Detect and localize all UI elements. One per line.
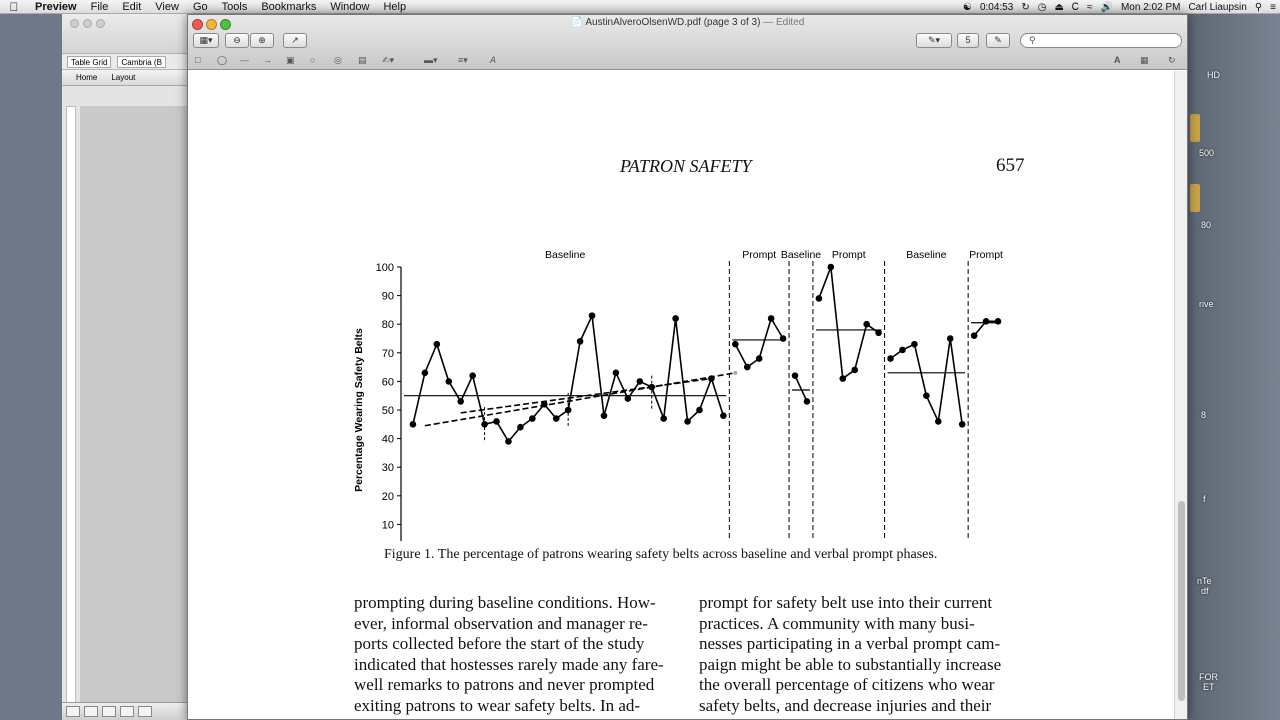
folder-icon[interactable]	[1190, 114, 1200, 142]
desktop-label: f	[1203, 494, 1206, 504]
trend-endpoint	[733, 371, 737, 375]
y-axis-label: Percentage Wearing Safety Belts	[353, 328, 365, 492]
annotation-toolbar	[188, 55, 1187, 70]
word-view-notebook-icon[interactable]	[138, 706, 152, 717]
y-tick-label: 60	[381, 376, 394, 389]
bluetooth-icon[interactable]: Ꮯ	[1071, 1, 1080, 13]
y-tick-label: 10	[381, 519, 394, 532]
text-style-icon[interactable]: A	[1114, 55, 1121, 65]
word-view-print-icon[interactable]	[120, 706, 134, 717]
desktop-label: FOR	[1199, 672, 1218, 682]
desktop-label: ET	[1203, 682, 1215, 692]
data-point	[625, 395, 632, 402]
data-point	[768, 315, 775, 322]
search-icon: ⚲	[1029, 35, 1036, 45]
data-point	[732, 341, 739, 348]
desktop	[1187, 14, 1280, 720]
y-tick-label: 30	[381, 462, 394, 475]
word-vertical-ruler	[66, 106, 76, 704]
pen-tool-button[interactable]: ✎▾	[916, 33, 952, 48]
data-point	[637, 378, 644, 385]
share-icon[interactable]: ↗	[283, 33, 307, 48]
word-minimize-button[interactable]	[83, 19, 92, 28]
text-line: nesses participating in a verbal prompt cam-	[699, 634, 1001, 654]
desktop-label: nTe	[1197, 576, 1212, 586]
desktop-label: 8	[1201, 410, 1207, 420]
y-tick-label: 70	[381, 347, 394, 360]
word-canvas	[80, 106, 192, 704]
spotlight-icon[interactable]: ⚲	[1254, 1, 1263, 13]
right-column	[699, 593, 1027, 717]
search-input[interactable]	[1020, 33, 1182, 48]
data-point	[589, 312, 596, 319]
edit-toolbar-icon[interactable]: ✎	[986, 33, 1010, 48]
zoom-out-icon[interactable]: ⊖	[225, 33, 249, 48]
data-point	[684, 418, 691, 425]
data-point	[553, 415, 560, 422]
menu-bar	[0, 0, 1280, 14]
page-number: 657	[996, 155, 1025, 176]
data-point	[529, 415, 536, 422]
data-point	[434, 341, 441, 348]
document-title: AustinAlveroOlsenWD.pdf (page 3 of 3)	[585, 17, 761, 28]
word-view-draft-icon[interactable]	[66, 706, 80, 717]
data-point	[959, 421, 966, 428]
word-toolbar	[62, 14, 191, 54]
phase-label: Baseline	[906, 249, 947, 261]
scrollbar-thumb[interactable]	[1178, 501, 1185, 701]
data-point	[565, 407, 572, 414]
data-point	[577, 338, 584, 345]
crop-icon[interactable]: ▣	[286, 55, 295, 65]
data-point	[457, 398, 464, 405]
notification-center-icon[interactable]: ≡	[1270, 1, 1276, 13]
arrow-icon[interactable]: →	[263, 55, 272, 65]
data-point	[517, 424, 524, 431]
eject-icon[interactable]: ⏏	[1054, 1, 1064, 13]
phase-label: Baseline	[545, 249, 586, 261]
vertical-scrollbar[interactable]	[1174, 71, 1187, 719]
left-column	[354, 593, 682, 717]
user-name[interactable]: Carl Liaupsin	[1188, 1, 1247, 13]
text-line: practices. A community with many busi-	[699, 613, 975, 633]
data-point	[660, 415, 667, 422]
menu-tools[interactable]: Tools	[221, 0, 248, 13]
data-point	[505, 438, 512, 445]
y-tick-label: 40	[381, 433, 394, 446]
data-point	[792, 372, 799, 379]
edited-status: — Edited	[763, 17, 805, 28]
data-point	[923, 392, 930, 399]
chart	[348, 181, 1048, 541]
phase-label: Prompt	[969, 249, 1003, 261]
data-point	[935, 418, 942, 425]
menu-edit[interactable]: Edit	[122, 0, 142, 13]
text-line: well remarks to patrons and never prompted	[354, 675, 655, 695]
menu-extras	[959, 0, 1280, 14]
menu-help[interactable]: Help	[383, 0, 407, 13]
data-point	[648, 384, 655, 391]
word-tab-layout[interactable]: Layout	[111, 73, 136, 82]
y-tick-label: 50	[381, 405, 394, 417]
preview-window	[187, 14, 1188, 720]
pdf-page	[188, 71, 1187, 719]
data-point	[696, 407, 703, 414]
sidebar-view-button[interactable]: ▦▾	[193, 33, 219, 48]
menu-go[interactable]: Go	[192, 0, 208, 13]
data-point	[672, 315, 679, 322]
text-line: ports collected before the start of the study	[354, 634, 645, 654]
apple-menu-icon[interactable]	[0, 0, 28, 14]
pdf-file-icon: 📄	[570, 17, 584, 28]
desktop-label: rive	[1199, 299, 1214, 309]
data-point	[863, 321, 870, 328]
data-point	[839, 375, 846, 382]
data-point	[971, 332, 978, 339]
data-point	[887, 355, 894, 362]
word-view-buttons	[62, 702, 192, 720]
data-point	[851, 367, 858, 374]
stamp-icon[interactable]: ◎	[334, 55, 342, 65]
word-view-publishing-icon[interactable]	[102, 706, 116, 717]
page-number-button[interactable]: 5	[957, 33, 979, 48]
word-font-box[interactable]: Cambria (B	[117, 56, 165, 68]
text-line: indicated that hostesses rarely made any fare-	[354, 654, 664, 674]
desktop-label: df	[1201, 586, 1209, 596]
word-format-bar	[62, 54, 191, 70]
wifi-icon[interactable]: ≈	[1087, 1, 1093, 13]
data-point	[493, 418, 500, 425]
line-icon[interactable]: —	[240, 55, 249, 65]
volume-icon[interactable]: 🔊	[1100, 1, 1113, 13]
data-point	[744, 364, 751, 371]
preview-titlebar	[188, 15, 1187, 70]
word-ribbon	[62, 70, 191, 86]
word-view-outline-icon[interactable]	[84, 706, 98, 717]
signature-icon[interactable]: ✍▾	[382, 55, 395, 65]
sync-icon[interactable]: ↻	[1021, 1, 1030, 13]
data-point	[708, 375, 715, 382]
text-line: prompt for safety belt use into their current	[699, 593, 993, 612]
window-title	[188, 17, 1187, 28]
data-point	[422, 370, 429, 377]
data-point	[983, 318, 990, 325]
y-tick-label: 90	[381, 290, 394, 303]
grid-icon[interactable]: ▦	[1140, 55, 1149, 65]
data-point	[601, 412, 608, 419]
color-swatch-icon[interactable]: ▬▾	[424, 55, 438, 65]
line-weight-icon[interactable]: ≡▾	[458, 55, 468, 65]
y-tick-label: 100	[375, 262, 394, 274]
data-line	[413, 316, 723, 442]
data-point	[804, 398, 811, 405]
text-line: prompting during baseline conditions. How-	[354, 593, 656, 612]
desktop-label: 80	[1201, 220, 1212, 230]
data-point	[541, 401, 548, 408]
running-head: PATRON SAFETY	[620, 156, 752, 176]
text-line: the overall percentage of citizens who wear	[699, 675, 995, 695]
text-line: safety belts, and decrease injuries and their	[699, 695, 992, 715]
phase-label: Baseline	[780, 249, 822, 261]
desktop-label: 500	[1199, 148, 1215, 158]
text-line: ever, informal observation and manager re-	[354, 613, 648, 633]
data-point	[780, 335, 787, 342]
data-line	[819, 267, 879, 379]
data-point	[995, 318, 1002, 325]
menu-file[interactable]: File	[90, 0, 109, 13]
figure-caption: Figure 1. The percentage of patrons wearing safety belts across baseline and verbal prompt phases.	[384, 547, 938, 562]
menu-view[interactable]: View	[155, 0, 179, 13]
phase-label: Prompt	[831, 249, 866, 261]
data-point	[828, 264, 835, 271]
data-point	[875, 329, 882, 336]
rectangle-select-icon[interactable]: □	[195, 55, 201, 65]
text-line: paign might be able to substantially increase	[699, 654, 1002, 674]
clock[interactable]: Mon 2:02 PM	[1120, 1, 1181, 13]
data-point	[410, 421, 417, 428]
data-point	[445, 378, 452, 385]
note-icon[interactable]: ▤	[358, 55, 367, 65]
data-point	[720, 412, 727, 419]
y-tick-label: 80	[381, 319, 394, 332]
desktop-label: HD	[1207, 70, 1220, 80]
data-point	[899, 347, 906, 354]
word-window	[62, 14, 192, 720]
trend-line	[425, 373, 735, 426]
word-close-button[interactable]	[70, 19, 79, 28]
oval-icon[interactable]: ◯	[217, 55, 228, 65]
speech-bubble-icon[interactable]: ○	[310, 55, 316, 65]
word-tab-home[interactable]: Home	[76, 73, 98, 82]
zoom-in-icon[interactable]: ⊕	[250, 33, 274, 48]
text-line: exiting patrons to wear safety belts. In ad-	[354, 695, 641, 715]
battery-time[interactable]: 0:04:53	[979, 1, 1014, 13]
menu-window[interactable]: Window	[330, 0, 370, 13]
menu-app-preview[interactable]: Preview	[35, 0, 77, 13]
time-machine-icon[interactable]: ◷	[1037, 1, 1047, 13]
data-point	[481, 421, 488, 428]
data-point	[469, 372, 476, 379]
folder-icon[interactable]	[1190, 184, 1200, 212]
word-zoom-button[interactable]	[96, 19, 105, 28]
rotate-icon[interactable]: ↻	[1168, 55, 1176, 65]
data-line	[795, 376, 807, 402]
menu-bookmarks[interactable]: Bookmarks	[261, 0, 317, 13]
data-point	[911, 341, 918, 348]
data-point	[613, 370, 620, 377]
data-point	[756, 355, 763, 362]
font-icon[interactable]: A	[490, 55, 497, 65]
data-point	[947, 335, 954, 342]
skype-icon[interactable]: ☯	[962, 1, 972, 13]
phase-label: Prompt	[742, 249, 777, 261]
data-point	[816, 295, 823, 302]
word-style-box[interactable]: Table Grid	[67, 56, 111, 68]
y-tick-label: 20	[381, 490, 394, 503]
